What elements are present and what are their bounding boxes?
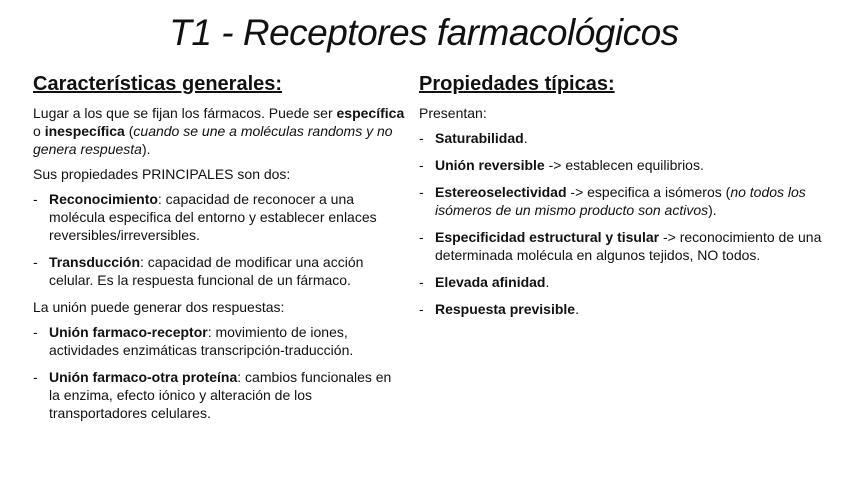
list-item: - Unión reversible -> establecen equilibrios. [419,156,829,174]
union-responses-intro: La unión puede generar dos respuestas: [33,299,285,315]
list-item: - Elevada afinidad. [419,273,829,291]
list-item: - Respuesta previsible. [419,300,829,318]
general-characteristics-heading: Características generales: [33,73,283,95]
list-item: - Transducción: capacidad de modificar una acción celular. Es la respuesta funcional de un fármaco. [33,253,405,289]
main-properties-list [33,190,405,289]
typical-properties-intro: Presentan: [419,105,487,121]
list-item: - Especificidad estructural y tisular -> reconocimiento de una determinada molécula en algunos tejidos, NO todos. [419,228,829,264]
list-item: - Unión farmaco-receptor: movimiento de iones, actividades enzimáticas transcripción-traducción. [33,323,405,359]
slide-title: T1 - Receptores farmacológicos [169,12,679,53]
list-item: - Estereoselectividad -> especifica a isómeros (no todos los isómeros de un mismo producto son activos). [419,183,829,219]
typical-properties-column [419,72,829,327]
typical-properties-heading: Propiedades típicas: [419,73,615,95]
receptor-definition: Lugar a los que se fijan los fármacos. Puede ser específica o inespecífica (cuando se une a moléculas randoms y no genera respuesta). [33,105,405,157]
list-item: - Unión farmaco-otra proteína: cambios funcionales en la enzima, efecto iónico y alteración de los transportadores celulares. [33,368,405,422]
general-characteristics-column [33,72,405,431]
typical-properties-list [419,129,829,318]
list-item: - Saturabilidad. [419,129,829,147]
union-responses-list [33,323,405,422]
list-item: - Reconocimiento: capacidad de reconocer a una molécula especifica del entorno y establecer enlaces reversibles/irreversibles. [33,190,405,244]
main-properties-intro: Sus propiedades PRINCIPALES son dos: [33,166,291,182]
